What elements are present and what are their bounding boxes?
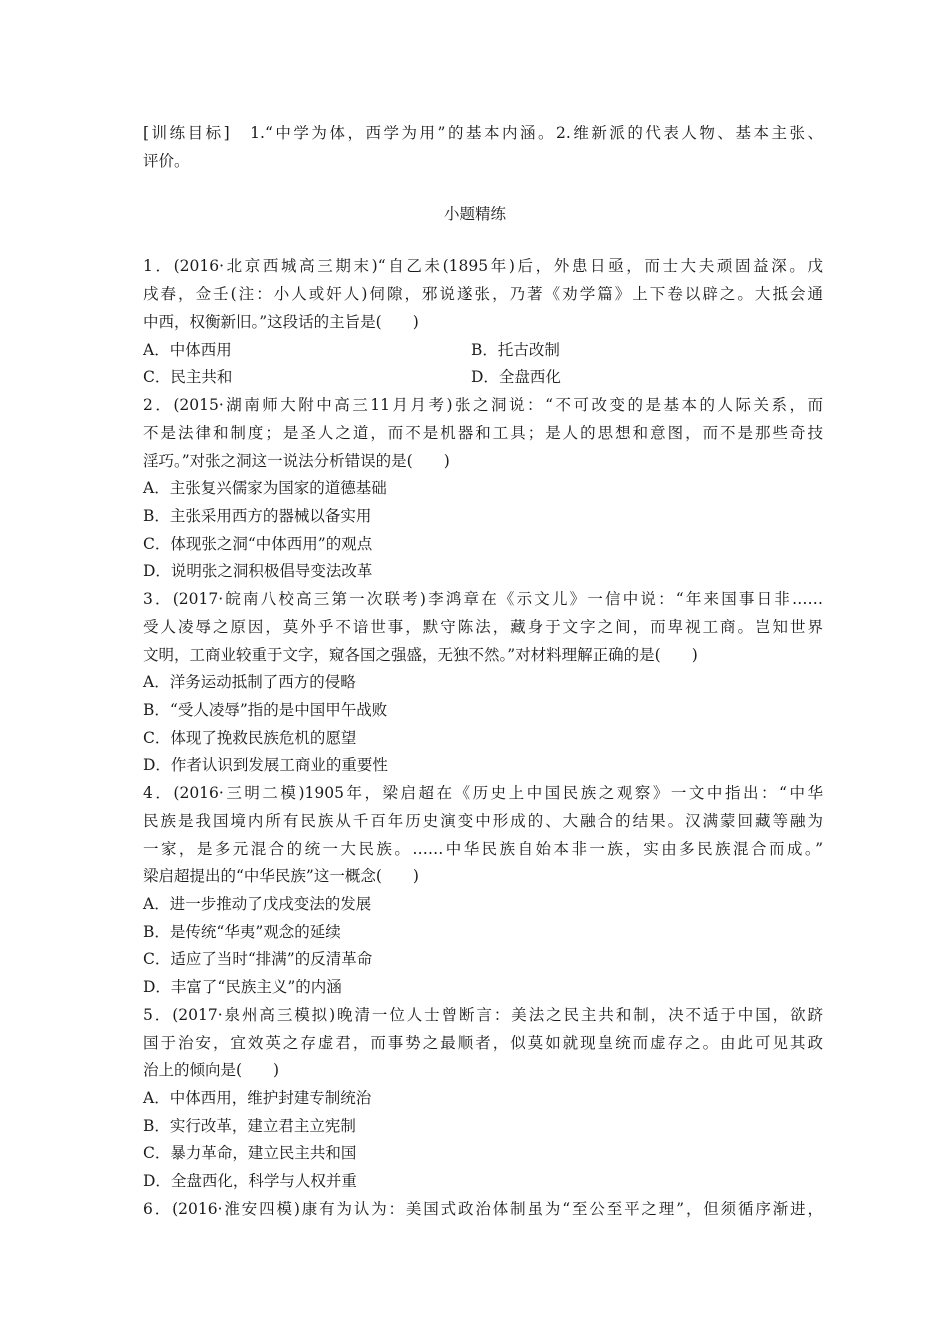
question-4-line-3: 一家，是多元混合的统一大民族。……中华民族自始本非一族，实由多民族混合而成。” bbox=[143, 840, 823, 858]
question-2-line-3: 淫巧。”对张之洞这一说法分析错误的是( ) bbox=[143, 452, 450, 470]
question-2-line-1: 2．(2015·湖南师大附中高三11月月考)张之洞说：“不可改变的是基本的人际关系，而 bbox=[143, 396, 823, 414]
question-4-option-b: B．是传统“华夷”观念的延续 bbox=[143, 923, 341, 941]
question-2-option-b: B．主张采用西方的器械以备实用 bbox=[143, 507, 372, 525]
question-5-line-3: 治上的倾向是( ) bbox=[143, 1061, 280, 1079]
question-2-option-a: A．主张复兴儒家为国家的道德基础 bbox=[143, 479, 387, 497]
question-4-option-a: A．进一步推动了戊戌变法的发展 bbox=[143, 895, 372, 913]
question-3-option-a: A．洋务运动抵制了西方的侵略 bbox=[143, 673, 356, 691]
question-4-option-d: D．丰富了“民族主义”的内涵 bbox=[143, 978, 342, 996]
question-1-option-d: D．全盘西化 bbox=[471, 368, 561, 386]
question-5-option-d: D．全盘西化，科学与人权并重 bbox=[143, 1172, 357, 1190]
question-6-line-1: 6．(2016·淮安四模)康有为认为：美国式政治体制虽为“至公至平之理”，但须循序渐进， bbox=[143, 1200, 823, 1218]
question-3-line-3: 文明，工商业较重于文字，窥各国之强盛，无独不然。”对材料理解正确的是( ) bbox=[143, 646, 698, 664]
question-1-line-1: 1．(2016·北京西城高三期末)“自乙未(1895年)后，外患日亟，而士大夫顽固益深。戊 bbox=[143, 257, 823, 275]
question-2-option-c: C．体现张之洞“中体西用”的观点 bbox=[143, 535, 373, 553]
question-1-line-3: 中西，权衡新旧。”这段话的主旨是( ) bbox=[143, 313, 419, 331]
question-3-option-d: D．作者认识到发展工商业的重要性 bbox=[143, 756, 388, 774]
question-4-line-2: 民族是我国境内所有民族从千百年历史演变中形成的、大融合的结果。汉满蒙回藏等融为 bbox=[143, 812, 823, 830]
question-5-line-2: 国于治安，宜效英之存虚君，而事势之最顺者，似莫如就现皇统而虚存之。由此可见其政 bbox=[143, 1034, 823, 1052]
question-2-line-2: 不是法律和制度；是圣人之道，而不是机器和工具；是人的思想和意图，而不是那些奇技 bbox=[143, 424, 823, 442]
question-3-option-c: C．体现了挽救民族危机的愿望 bbox=[143, 729, 357, 747]
training-goal-line-2: 评价。 bbox=[143, 152, 190, 170]
question-1-option-b: B．托古改制 bbox=[471, 341, 560, 359]
question-5-option-a: A．中体西用，维护封建专制统治 bbox=[143, 1089, 372, 1107]
question-3-line-1: 3．(2017·皖南八校高三第一次联考)李鸿章在《示文儿》一信中说：“年来国事日非…… bbox=[143, 590, 823, 608]
question-5-option-c: C．暴力革命，建立民主共和国 bbox=[143, 1144, 357, 1162]
question-5-option-b: B．实行改革，建立君主立宪制 bbox=[143, 1117, 356, 1135]
question-5-line-1: 5．(2017·泉州高三模拟)晚清一位人士曾断言：美法之民主共和制，决不适于中国，欲跻 bbox=[143, 1006, 823, 1024]
question-1-option-c: C．民主共和 bbox=[143, 368, 233, 386]
question-3-line-2: 受人凌辱之原因，莫外乎不谙世事，默守陈法，藏身于文字之间，而卑视工商。岂知世界 bbox=[143, 618, 823, 636]
question-4-line-4: 梁启超提出的“中华民族”这一概念( ) bbox=[143, 867, 419, 885]
training-goal-line-1: [训练目标] 1.“中学为体，西学为用”的基本内涵。2.维新派的代表人物、基本主张、 bbox=[143, 124, 823, 142]
question-4-option-c: C．适应了当时“排满”的反清革命 bbox=[143, 950, 373, 968]
question-4-line-1: 4．(2016·三明二模)1905年，梁启超在《历史上中国民族之观察》一文中指出：“中华 bbox=[143, 784, 823, 802]
question-1-option-a: A．中体西用 bbox=[143, 341, 232, 359]
section-title: 小题精练 bbox=[443, 205, 506, 223]
question-3-option-b: B．“受人凌辱”指的是中国甲午战败 bbox=[143, 701, 388, 719]
question-2-option-d: D．说明张之洞积极倡导变法改革 bbox=[143, 562, 373, 580]
question-1-line-2: 戌春，佥壬(注：小人或奸人)伺隙，邪说遂张，乃著《劝学篇》上下卷以辟之。大抵会通 bbox=[143, 285, 823, 303]
